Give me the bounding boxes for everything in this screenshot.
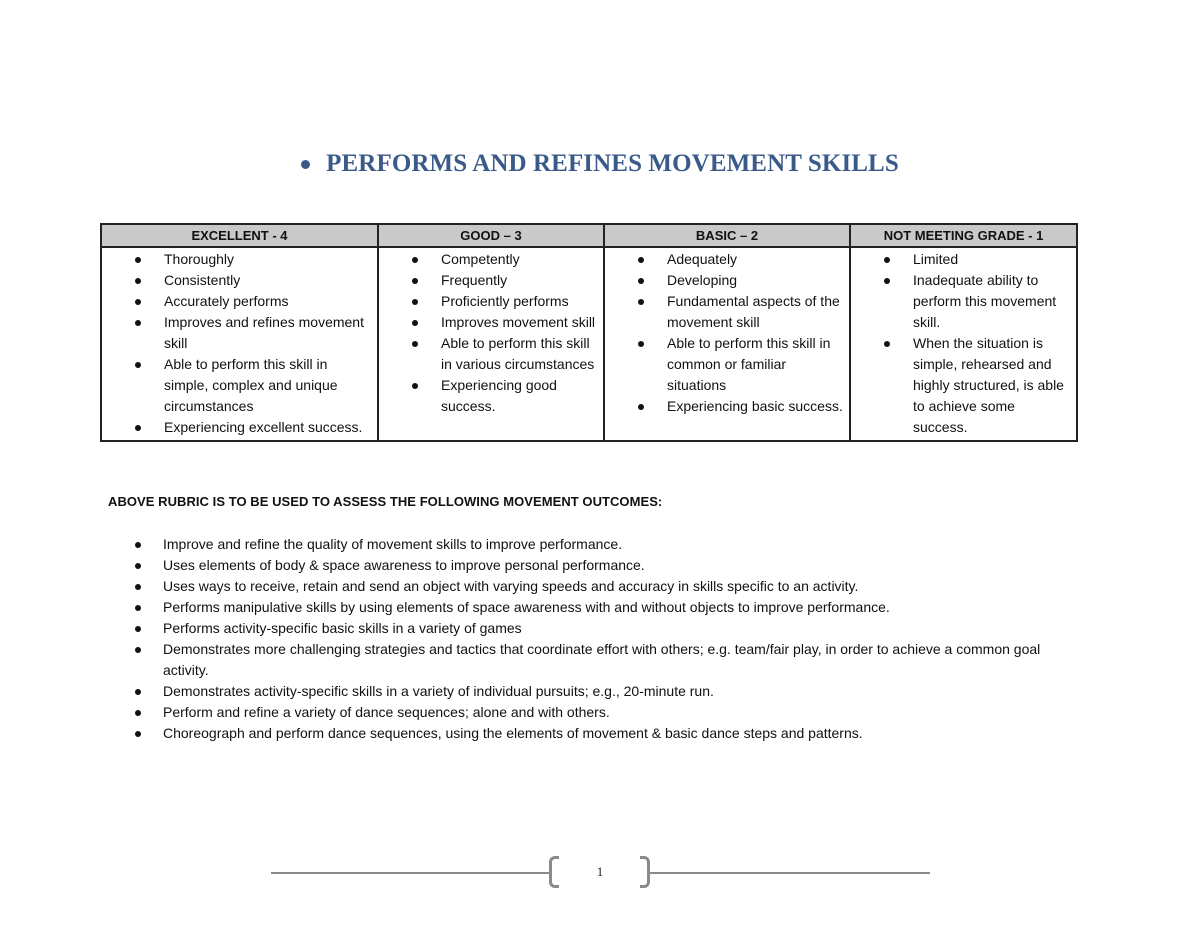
rubric-header-not-meeting: NOT MEETING GRADE - 1 [850, 224, 1077, 247]
criteria-item: Improves movement skill [379, 312, 599, 333]
page-number: 1 [596, 864, 604, 879]
criteria-item: Able to perform this skill in common or familiar situations [605, 333, 845, 396]
criteria-item: Developing [605, 270, 845, 291]
criteria-item: Able to perform this skill in simple, complex and unique circumstances [102, 354, 373, 417]
criteria-list [851, 249, 1072, 438]
criteria-item: Fundamental aspects of the movement skill [605, 291, 845, 333]
rubric-header-good: GOOD – 3 [378, 224, 604, 247]
rubric-cell-basic [604, 247, 850, 441]
criteria-list [379, 249, 599, 417]
footer-bracket-left [549, 856, 559, 888]
criteria-list [605, 249, 845, 417]
outcomes-list [108, 534, 1088, 744]
criteria-item: Frequently [379, 270, 599, 291]
criteria-item: Experiencing good success. [379, 375, 599, 417]
criteria-list [102, 249, 373, 438]
criteria-item: Experiencing basic success. [605, 396, 845, 417]
rubric-header-basic: BASIC – 2 [604, 224, 850, 247]
criteria-item: Improves and refines movement skill [102, 312, 373, 354]
criteria-item: Accurately performs [102, 291, 373, 312]
outcome-item: Performs manipulative skills by using elements of space awareness with and without objects to improve performance. [108, 597, 1088, 618]
page-title [301, 150, 899, 178]
criteria-item: Able to perform this skill in various circumstances [379, 333, 599, 375]
rubric-table [100, 223, 1078, 442]
criteria-item: When the situation is simple, rehearsed and highly structured, is able to achieve some success. [851, 333, 1072, 438]
footer-rule-right [648, 872, 930, 874]
bullet-icon [301, 160, 310, 169]
outcome-item: Demonstrates activity-specific skills in a variety of individual pursuits; e.g., 20-minute run. [108, 681, 1088, 702]
page-title-text: PERFORMS AND REFINES MOVEMENT SKILLS [326, 150, 899, 177]
rubric-header-row [101, 224, 1077, 247]
rubric-cell-not-meeting [850, 247, 1077, 441]
outcome-item: Uses ways to receive, retain and send an object with varying speeds and accuracy in skills specific to an activity. [108, 576, 1088, 597]
rubric-cell-good [378, 247, 604, 441]
criteria-item: Inadequate ability to perform this movement skill. [851, 270, 1072, 333]
outcomes-heading: ABOVE RUBRIC IS TO BE USED TO ASSESS THE FOLLOWING MOVEMENT OUTCOMES: [108, 494, 663, 509]
criteria-item: Competently [379, 249, 599, 270]
rubric-header-excellent: EXCELLENT - 4 [101, 224, 378, 247]
criteria-item: Proficiently performs [379, 291, 599, 312]
footer-rule-left [271, 872, 551, 874]
criteria-item: Consistently [102, 270, 373, 291]
rubric-cell-excellent [101, 247, 378, 441]
criteria-item: Limited [851, 249, 1072, 270]
outcome-item: Perform and refine a variety of dance sequences; alone and with others. [108, 702, 1088, 723]
outcome-item: Choreograph and perform dance sequences, using the elements of movement & basic dance steps and patterns. [108, 723, 1088, 744]
title-block [0, 150, 1200, 178]
outcome-item: Performs activity-specific basic skills in a variety of games [108, 618, 1088, 639]
outcome-item: Uses elements of body & space awareness to improve personal performance. [108, 555, 1088, 576]
outcome-item: Improve and refine the quality of movement skills to improve performance. [108, 534, 1088, 555]
criteria-item: Experiencing excellent success. [102, 417, 373, 438]
criteria-item: Adequately [605, 249, 845, 270]
rubric-body-row [101, 247, 1077, 441]
criteria-item: Thoroughly [102, 249, 373, 270]
outcome-item: Demonstrates more challenging strategies and tactics that coordinate effort with others; e.g. team/fair play, in order to achieve a common goal activity. [108, 639, 1088, 681]
